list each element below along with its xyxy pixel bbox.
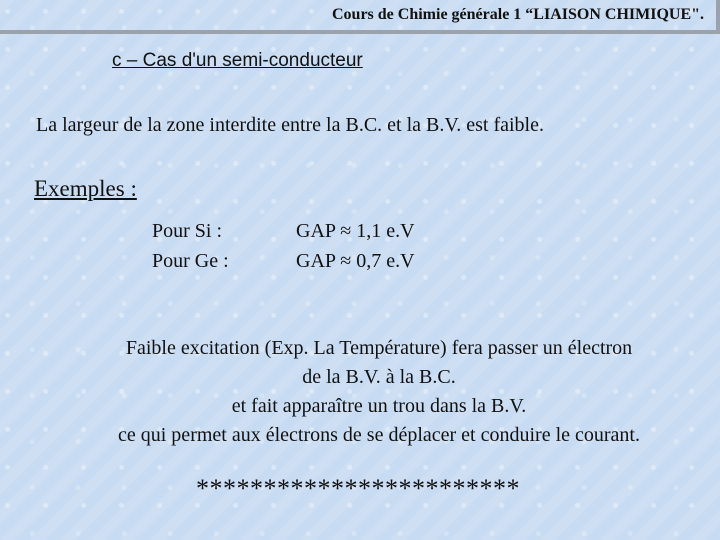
explanation-line: de la B.V. à la B.C. (302, 366, 456, 388)
section-title: c – Cas d'un semi-conducteur (112, 50, 363, 71)
explanation-line: Faible excitation (Exp. La Température) fera passer un électron (125, 337, 633, 359)
examples-heading: Exemples : (34, 176, 137, 201)
explanation-paragraph (20, 334, 720, 450)
band-gap-statement: La largeur de la zone interdite entre la B.C. et la B.V. est faible. (36, 114, 544, 136)
explanation-line: et fait apparaître un trou dans la B.V. (231, 395, 527, 417)
course-title: Cours de Chimie générale 1 “LIAISON CHIMIQUE". (332, 6, 704, 23)
separator-stars: ************************ (196, 474, 520, 503)
header-bar (0, 0, 720, 34)
example-gap-value: GAP ≈ 1,1 e.V (296, 220, 415, 242)
example-gap-value: GAP ≈ 0,7 e.V (296, 250, 415, 272)
example-label: Pour Ge : (152, 250, 229, 272)
explanation-line: ce qui permet aux électrons de se déplacer et conduire le courant. (118, 424, 640, 446)
example-label: Pour Si : (152, 220, 223, 242)
